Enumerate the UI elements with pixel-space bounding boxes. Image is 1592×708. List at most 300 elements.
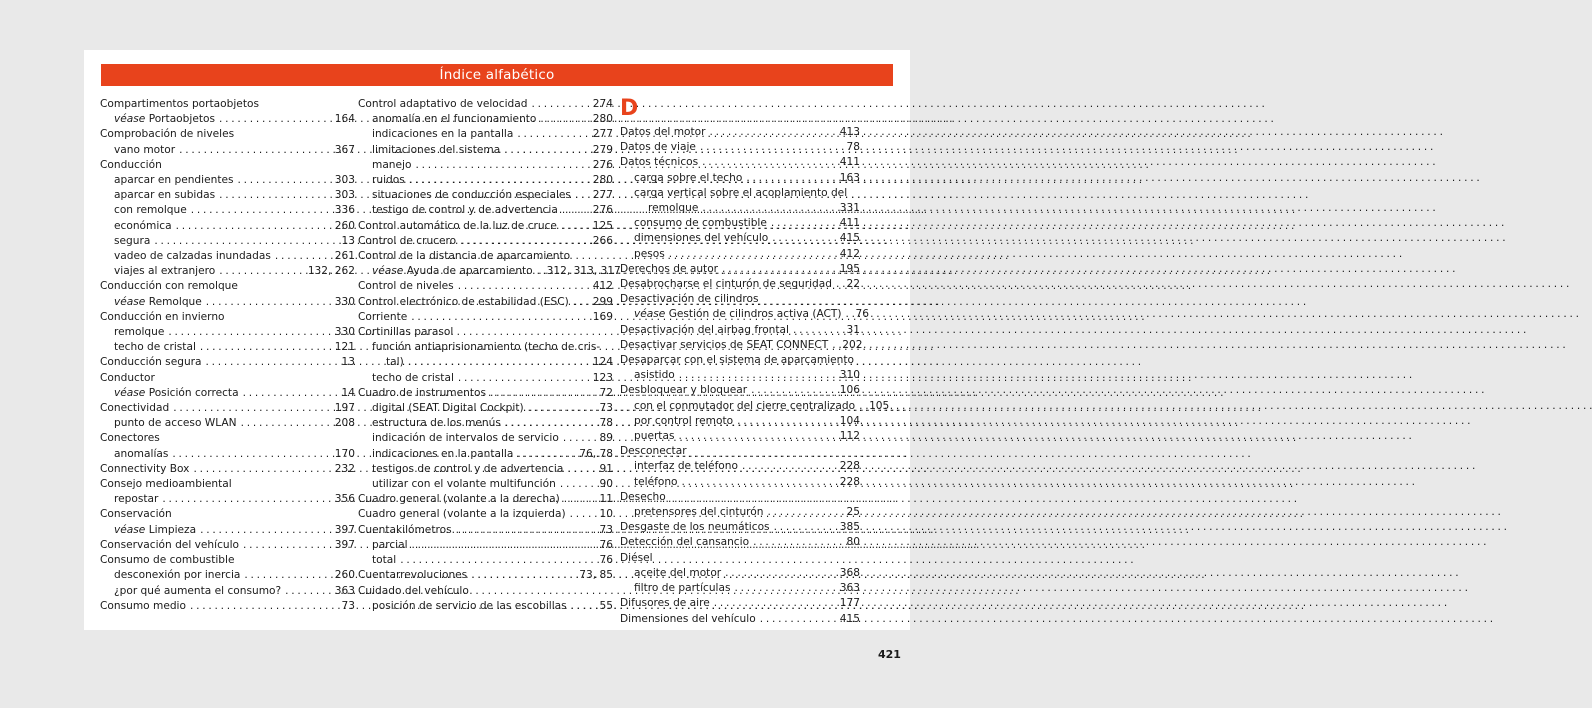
entry-page: 105 (869, 399, 890, 412)
dot-leader (774, 520, 836, 535)
entry-text: puertas (634, 430, 675, 443)
entry-text: Cuadro de instrumentos (358, 386, 487, 399)
dot-leader (191, 203, 331, 218)
entry-page: 336 (334, 204, 355, 217)
index-entry (100, 143, 355, 158)
entry-text: Consumo medio (100, 599, 186, 612)
entry-page: 164 (334, 113, 355, 126)
entry-page: 280 (592, 113, 613, 126)
index-entry (358, 477, 613, 492)
entry-text: situaciones de conducción especiales (372, 189, 571, 202)
dot-leader (200, 523, 331, 538)
entry-text: Corriente (358, 310, 408, 323)
entry-page: 228 (839, 475, 860, 488)
dot-leader (505, 416, 596, 431)
dot-leader (275, 249, 331, 264)
index-entry (100, 340, 355, 355)
index-entry (100, 188, 355, 203)
dot-leader (528, 401, 596, 416)
entry-text: Remolque (148, 295, 202, 308)
see-reference: véase (372, 265, 407, 278)
entry-page: 228 (839, 460, 860, 473)
dot-leader (517, 447, 575, 462)
see-reference: véase (114, 386, 149, 399)
entry-page: 10 (599, 508, 613, 521)
entry-text: testigos de control y de advertencia (372, 462, 564, 475)
entry-page: 411 (839, 156, 860, 169)
entry-text: Connectivity Box (100, 462, 190, 475)
entry-text: punto de acceso WLAN (114, 417, 237, 430)
entry-text: parcial (372, 538, 408, 551)
index-entry (100, 447, 355, 462)
index-entry (358, 431, 613, 446)
entry-page: 415 (839, 612, 860, 625)
dot-leader (408, 355, 589, 370)
entry-page: 310 (839, 369, 860, 382)
dot-leader (560, 477, 596, 492)
entry-text: posición de servicio de las escobillas (372, 599, 567, 612)
index-entry (358, 492, 613, 507)
entry-text: desconexión por inercia (114, 569, 241, 582)
index-entry (358, 97, 613, 112)
entry-page: 31 (846, 323, 860, 336)
entry-page: 413 (839, 126, 860, 138)
dot-leader (243, 538, 331, 553)
dot-leader (458, 279, 589, 294)
dot-leader (710, 125, 836, 140)
entry-text: carga sobre el techo (634, 171, 743, 184)
index-entry (100, 264, 355, 279)
entry-page: 72 (599, 386, 613, 399)
entry-text: Control adaptativo de velocidad (358, 98, 528, 110)
entry-page: 121 (334, 341, 355, 354)
index-entry (358, 386, 613, 401)
entry-page: 363 (334, 584, 355, 597)
index-entry (620, 612, 860, 627)
dot-leader (540, 112, 588, 127)
entry-text: Datos de viaje (620, 141, 696, 154)
index-column-3 (620, 96, 890, 627)
index-entry (100, 112, 355, 127)
entry-text: limitaciones del sistema (372, 143, 501, 156)
index-entry (100, 492, 355, 507)
index-entry (620, 535, 860, 550)
dot-leader (200, 340, 331, 355)
entry-text: Comprobación de niveles (100, 128, 235, 141)
index-entry (100, 538, 355, 553)
entry-text: Conducción en invierno (100, 310, 225, 323)
index-entry (100, 523, 355, 538)
index-entry (620, 459, 860, 474)
index-entry (358, 112, 613, 127)
entry-text: asistido (634, 369, 675, 382)
index-entry (100, 599, 355, 614)
entry-text: con el conmutador del cierre centralizado (634, 399, 856, 412)
index-entry (100, 173, 355, 188)
entry-text: repostar (114, 493, 159, 506)
index-entry (100, 553, 355, 568)
index-entry (358, 340, 613, 355)
entry-text: vano motor (114, 143, 176, 156)
dot-leader (570, 507, 596, 522)
entry-text: vadeo de calzadas inundadas (114, 250, 271, 263)
index-entry (100, 295, 355, 310)
entry-page: 266 (592, 234, 613, 247)
entry-text: techo de cristal (372, 371, 454, 384)
dot-leader (168, 325, 330, 340)
entry-text: Control automático de la luz de cruce (358, 219, 557, 232)
dot-leader (751, 383, 836, 398)
entry-text: carga vertical sobre el acoplamiento del (634, 186, 848, 199)
entry-text: consumo de combustible (634, 217, 767, 230)
entry-text: pretensores del cinturón (634, 506, 764, 519)
dot-leader (768, 505, 843, 520)
index-entry (358, 310, 613, 325)
index-entry (620, 307, 870, 322)
dot-leader (154, 234, 337, 249)
entry-text: interfaz de teléfono (634, 460, 738, 473)
dot-leader (702, 201, 835, 216)
index-entry (100, 219, 355, 234)
entry-page: 25 (846, 506, 860, 519)
index-entry (358, 401, 613, 416)
index-entry (620, 383, 860, 398)
see-reference: véase (634, 308, 669, 321)
index-entry (620, 353, 860, 368)
entry-page: 331 (839, 202, 860, 215)
dot-leader (772, 231, 836, 246)
entry-page: 261 (334, 250, 355, 263)
index-entry (100, 127, 355, 142)
dot-leader (669, 247, 836, 262)
entry-text: Compartimentos portaobjetos (100, 98, 259, 110)
entry-text: indicaciones en la pantalla (372, 128, 514, 141)
entry-text: Desbloquear y bloquear (620, 384, 748, 397)
entry-page: 303 (334, 174, 355, 187)
dot-leader (238, 173, 331, 188)
entry-page: 299 (592, 295, 613, 308)
entry-page: 112 (839, 430, 860, 443)
entry-text: Datos técnicos (620, 156, 699, 169)
dot-leader (571, 599, 596, 614)
page-number: 421 (878, 648, 901, 661)
entry-page: 260 (334, 569, 355, 582)
index-entry (100, 249, 355, 264)
index-entry (620, 505, 860, 520)
entry-page: 11 (599, 493, 613, 506)
entry-page: 276 (592, 158, 613, 171)
entry-text: indicaciones en la pantalla (372, 447, 514, 460)
entry-text: con remolque (114, 204, 187, 217)
dot-leader (735, 581, 836, 596)
index-entry (358, 553, 613, 568)
dot-leader (567, 462, 595, 477)
index-entry (620, 581, 860, 596)
dot-leader (219, 188, 331, 203)
entry-text: Cuadro general (volante a la izquierda) (358, 508, 566, 521)
dot-leader (400, 553, 595, 568)
dot-leader (206, 355, 338, 370)
entry-page: 368 (839, 566, 860, 579)
dot-leader (190, 599, 338, 614)
entry-text: Desconectar (620, 445, 687, 458)
entry-text: Cuidado del vehículo (358, 584, 469, 597)
index-entry (358, 462, 613, 477)
entry-text: ruidos (372, 174, 405, 187)
entry-text: Datos del motor (620, 126, 706, 138)
index-entry (358, 264, 621, 279)
index-entry (620, 399, 890, 414)
entry-text: Conservación del vehículo (100, 538, 240, 551)
entry-text: aparcar en subidas (114, 189, 216, 202)
entry-text: Cortinillas parasol (358, 326, 454, 339)
dot-leader (173, 401, 331, 416)
entry-page: 412 (592, 280, 613, 293)
entry-page: 169 (592, 310, 613, 323)
entry-text: económica (114, 219, 172, 232)
dot-leader (700, 140, 843, 155)
entry-text: Posición correcta (148, 386, 239, 399)
dot-leader (753, 535, 842, 550)
dot-leader (411, 310, 589, 325)
entry-text: Cuentarrevoluciones (358, 569, 468, 582)
entry-text: ¿por qué aumenta el consumo? (114, 584, 282, 597)
entry-page: 276 (592, 204, 613, 217)
index-entry (358, 416, 613, 431)
entry-page: 104 (839, 414, 860, 427)
entry-page: 14 (341, 386, 355, 399)
dot-leader (504, 143, 589, 158)
dot-leader (846, 307, 852, 322)
entry-text: Detección del cansancio (620, 536, 750, 549)
dot-leader (490, 386, 596, 401)
entry-page: 91 (599, 462, 613, 475)
entry-page: 78 (599, 417, 613, 430)
entry-text: testigo de control y de advertencia (372, 204, 558, 217)
index-entry (620, 155, 860, 170)
dot-leader (742, 459, 836, 474)
index-entry (620, 277, 860, 292)
entry-text: Limpieza (148, 523, 197, 536)
entry-text: Conducción con remolque (100, 280, 238, 293)
dot-leader (793, 323, 843, 338)
index-entry (358, 249, 613, 264)
section-letter: D (620, 96, 639, 121)
dot-leader (537, 264, 543, 279)
dot-leader (172, 447, 330, 462)
entry-page: 412 (839, 247, 860, 260)
index-entry (358, 234, 613, 249)
entry-text: digital (SEAT Digital Cockpit) (372, 402, 524, 415)
dot-leader (219, 112, 331, 127)
entry-text: Ayuda de aparcamiento (406, 265, 533, 278)
entry-text: indicación de intervalos de servicio (372, 432, 559, 445)
index-entry (100, 97, 355, 112)
dot-leader (471, 568, 575, 583)
entry-text: Control de niveles (358, 280, 454, 293)
entry-page: 385 (839, 521, 860, 534)
entry-text: dimensiones del vehículo (634, 232, 769, 245)
index-entry (620, 292, 860, 307)
entry-page: 356 (334, 493, 355, 506)
index-entry (358, 523, 613, 538)
entry-text: Dimensiones del vehículo (620, 612, 756, 625)
entry-page: 76 (855, 308, 870, 321)
dot-leader (575, 188, 589, 203)
entry-page: 90 (599, 478, 613, 491)
dot-leader (193, 462, 330, 477)
entry-page: 363 (839, 582, 860, 595)
entry-page: 312, 313, 317 (546, 265, 621, 278)
entry-page: 202 (842, 338, 863, 351)
index-entry (100, 325, 355, 340)
dot-leader (244, 568, 330, 583)
entry-page: 73, 85 (579, 569, 613, 582)
index-entry (100, 310, 355, 325)
index-entry (100, 371, 355, 386)
index-entry (358, 447, 613, 462)
entry-page: 132, 262 (307, 265, 355, 278)
dot-leader (460, 234, 589, 249)
entry-text: tal) (386, 356, 404, 369)
entry-page: 55 (599, 599, 613, 612)
index-entry (100, 355, 355, 370)
dot-leader (682, 475, 836, 490)
entry-page: 76 (599, 554, 613, 567)
index-entry (620, 368, 860, 383)
index-entry (620, 566, 860, 581)
index-entry (620, 338, 863, 353)
index-entry (358, 507, 613, 522)
dot-leader (714, 596, 836, 611)
index-entry (358, 584, 613, 599)
entry-text: Desabrocharse el cinturón de seguridad (620, 278, 832, 291)
entry-page: 415 (839, 232, 860, 245)
dot-leader (162, 492, 330, 507)
see-reference: véase (114, 295, 149, 308)
dot-leader (760, 612, 836, 627)
index-entry (620, 414, 860, 429)
entry-text: manejo (372, 158, 412, 171)
entry-text: por control remoto (634, 414, 734, 427)
entry-text: Conducción segura (100, 356, 202, 369)
entry-page: 89 (599, 432, 613, 445)
entry-text: segura (114, 234, 151, 247)
index-entry (620, 475, 860, 490)
index-entry (358, 355, 613, 370)
dot-leader (415, 158, 588, 173)
entry-page: 73 (599, 523, 613, 536)
index-entry (358, 325, 613, 340)
dot-leader (241, 416, 331, 431)
entry-text: Consumo de combustible (100, 554, 235, 567)
entry-page: 76 (599, 538, 613, 551)
dot-leader (285, 584, 331, 599)
entry-text: techo de cristal (114, 341, 196, 354)
entry-page: 13 (341, 356, 355, 369)
index-entry (100, 416, 355, 431)
index-entry (358, 295, 613, 310)
entry-text: teléfono (634, 475, 678, 488)
dot-leader (771, 216, 836, 231)
entry-page: 76, 78 (579, 447, 613, 460)
index-entry (100, 507, 355, 522)
index-entry (620, 216, 860, 231)
dot-leader (725, 566, 836, 581)
dot-leader (561, 219, 589, 234)
index-page (84, 50, 910, 630)
entry-page: 124 (592, 356, 613, 369)
entry-text: aparcar en pendientes (114, 174, 234, 187)
entry-page: 280 (592, 174, 613, 187)
see-reference: véase (114, 523, 149, 536)
entry-page: 397 (334, 523, 355, 536)
dot-leader (517, 127, 588, 142)
entry-text: remolque (648, 202, 699, 215)
entry-page: 13 (341, 234, 355, 247)
entry-page: 208 (334, 417, 355, 430)
entry-text: Cuentakilómetros (358, 523, 452, 536)
entry-page: 367 (334, 143, 355, 156)
dot-leader (562, 203, 589, 218)
entry-text: anomalía en el funcionamiento (372, 113, 537, 126)
dot-leader (836, 277, 843, 292)
index-entry (358, 371, 613, 386)
index-entry (620, 520, 860, 535)
entry-text: Desactivar servicios de SEAT CONNECT (620, 338, 829, 351)
index-entry (100, 158, 355, 173)
entry-text: Cuadro general (volante a la derecha) (358, 493, 560, 506)
entry-page: 73 (599, 402, 613, 415)
entry-text: Desgaste de los neumáticos (620, 521, 770, 534)
index-entry (620, 444, 860, 459)
index-entry (620, 231, 860, 246)
dot-leader (409, 173, 589, 188)
dot-leader (563, 431, 596, 446)
entry-page: 279 (592, 143, 613, 156)
index-entry (620, 186, 860, 201)
entry-page: 78 (846, 141, 860, 154)
dot-leader (679, 368, 836, 383)
entry-text: Portaobjetos (148, 113, 216, 126)
index-entry (358, 279, 613, 294)
entry-text: remolque (114, 326, 165, 339)
entry-page: 303 (334, 189, 355, 202)
entry-page: 163 (839, 171, 860, 184)
dot-leader (746, 171, 835, 186)
index-entry (358, 568, 613, 583)
index-entry (358, 127, 613, 142)
dot-leader (722, 262, 836, 277)
entry-text: anomalías (114, 447, 169, 460)
dot-leader (531, 97, 588, 112)
dot-leader (243, 386, 338, 401)
entry-text: Derechos de autor (620, 262, 719, 275)
entry-text: Control electrónico de estabilidad (ESC) (358, 295, 569, 308)
entry-text: Conectividad (100, 402, 170, 415)
dot-leader (678, 429, 835, 444)
index-entry (100, 584, 355, 599)
entry-text: Control de crucero (358, 234, 457, 247)
entry-page: 177 (839, 597, 860, 610)
index-entry (620, 551, 860, 566)
index-entry (620, 125, 860, 140)
index-entry (358, 188, 613, 203)
page-title: Índice alfabético (101, 64, 893, 86)
see-reference: véase (114, 113, 149, 126)
index-entry (358, 538, 613, 553)
index-entry (100, 203, 355, 218)
